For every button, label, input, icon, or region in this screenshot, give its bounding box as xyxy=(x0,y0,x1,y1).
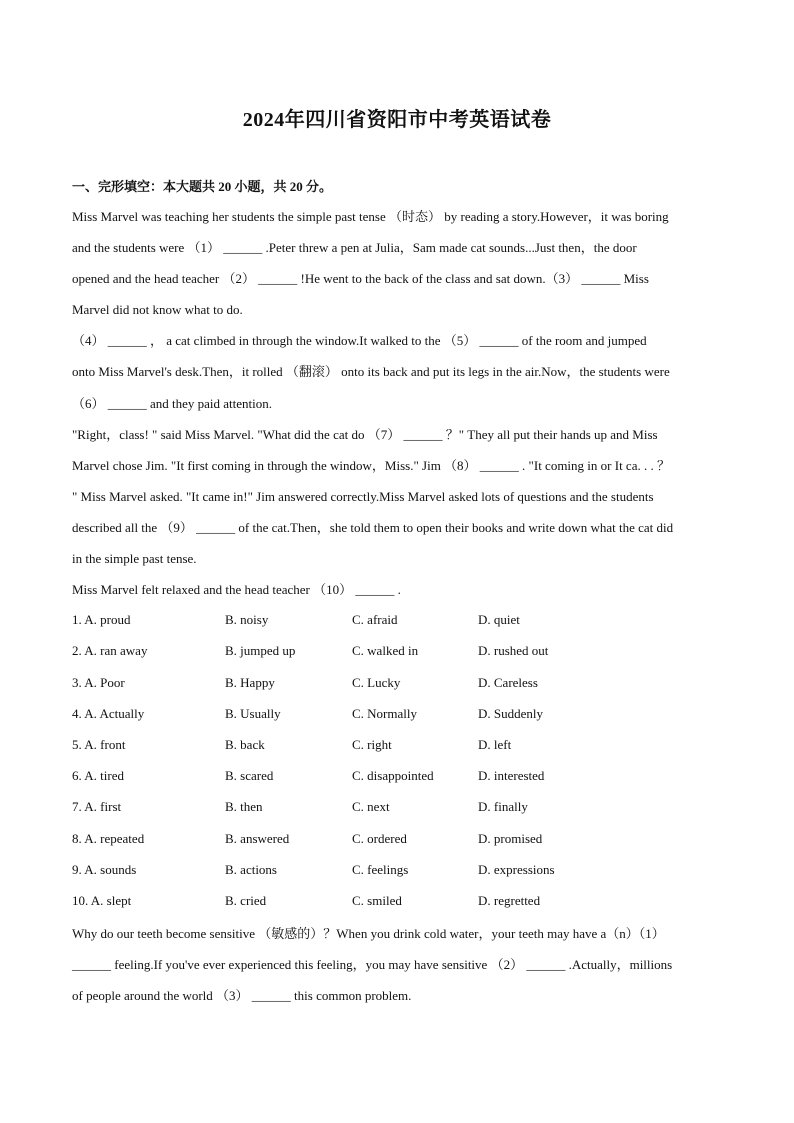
option-b: B. jumped up xyxy=(225,643,296,658)
passage-line: of people around the world （3） ______ this common problem. xyxy=(72,988,412,1004)
option-c: C. walked in xyxy=(352,643,419,658)
option-b: B. Happy xyxy=(225,675,275,690)
option-c: C. afraid xyxy=(352,612,398,627)
option-d: D. Careless xyxy=(478,675,538,690)
section-heading: 一、完形填空：本大题共 20 小题，共 20 分。 xyxy=(72,179,333,194)
option-a: 6. A. tired xyxy=(72,768,124,783)
passage-line: Miss Marvel felt relaxed and the head teacher （10） ______ . xyxy=(72,582,401,598)
option-row xyxy=(72,612,724,632)
option-d: D. Suddenly xyxy=(478,706,543,721)
option-row xyxy=(72,799,724,819)
passage-line: and the students were （1） ______ .Peter threw a pen at Julia，Sam made cat sounds...Just then，the door xyxy=(72,240,637,256)
option-a: 10. A. slept xyxy=(72,893,132,908)
option-b: B. noisy xyxy=(225,612,269,627)
option-d: D. regretted xyxy=(478,893,541,908)
option-row xyxy=(72,831,724,851)
option-d: D. rushed out xyxy=(478,643,549,658)
passage-line: " Miss Marvel asked. "It came in!" Jim answered correctly.Miss Marvel asked lots of questions and the students xyxy=(72,488,654,504)
option-c: C. right xyxy=(352,737,392,752)
option-b: B. scared xyxy=(225,768,274,783)
passage-line: Miss Marvel was teaching her students the simple past tense （时态） by reading a story.However，it was boring xyxy=(72,209,669,224)
option-c: C. disappointed xyxy=(352,768,434,783)
option-d: D. finally xyxy=(478,799,528,814)
option-b: B. answered xyxy=(225,831,290,846)
option-b: B. Usually xyxy=(225,706,281,721)
option-row xyxy=(72,862,724,882)
option-row xyxy=(72,643,724,663)
option-a: 3. A. Poor xyxy=(72,675,125,690)
passage-line: Marvel did not know what to do. xyxy=(72,302,243,318)
option-a: 4. A. Actually xyxy=(72,706,145,721)
option-row xyxy=(72,893,724,913)
option-row xyxy=(72,675,724,695)
passage-line: "Right，class! " said Miss Marvel. "What did the cat do （7） ______ ？" They all put their hands up and Miss xyxy=(72,426,658,442)
passage-line: described all the （9） ______ of the cat.Then，she told them to open their books and write down what the cat did xyxy=(72,519,674,535)
passage-cloze-1 xyxy=(72,201,724,605)
option-c: C. next xyxy=(352,799,390,814)
option-row xyxy=(72,706,724,726)
passage-line: opened and the head teacher （2） ______ !He went to the back of the class and sat down.（3） ______ Miss xyxy=(72,271,649,287)
option-a: 9. A. sounds xyxy=(72,862,137,877)
option-b: B. then xyxy=(225,799,263,814)
passage-line: onto Miss Marvel's desk.Then，it rolled （翻滚） onto its back and put its legs in the air.Now，the students were xyxy=(72,364,670,380)
option-a: 1. A. proud xyxy=(72,612,131,627)
option-a: 8. A. repeated xyxy=(72,831,145,846)
option-c: C. feelings xyxy=(352,862,409,877)
option-b: B. actions xyxy=(225,862,277,877)
option-b: B. cried xyxy=(225,893,267,908)
option-d: D. quiet xyxy=(478,612,520,627)
option-c: C. Normally xyxy=(352,706,417,721)
option-d: D. promised xyxy=(478,831,543,846)
passage-cloze-2 xyxy=(72,918,724,1011)
option-c: C. ordered xyxy=(352,831,407,846)
passage-line: Marvel chose Jim. "It first coming in through the window，Miss." Jim （8） ______ . "It coming in or It ca. . . ？ xyxy=(72,457,670,473)
option-c: C. Lucky xyxy=(352,675,401,690)
passage-line: Why do our teeth become sensitive （敏感的）？When you drink cold water，your teeth may have a（n）（1） xyxy=(72,926,665,941)
option-row xyxy=(72,768,724,788)
exam-title: 2024年四川省资阳市中考英语试卷 xyxy=(242,109,552,131)
option-b: B. back xyxy=(225,737,265,752)
option-row xyxy=(72,737,724,757)
option-d: D. interested xyxy=(478,768,545,783)
passage-line: ______ feeling.If you've ever experienced this feeling，you may have sensitive （2） ______ .Actually，millions xyxy=(72,957,673,973)
option-d: D. left xyxy=(478,737,512,752)
option-a: 5. A. front xyxy=(72,737,126,752)
option-a: 2. A. ran away xyxy=(72,643,148,658)
passage-line: in the simple past tense. xyxy=(72,551,197,567)
passage-line: （6） ______ and they paid attention. xyxy=(72,395,273,411)
option-c: C. smiled xyxy=(352,893,402,908)
option-d: D. expressions xyxy=(478,862,555,877)
option-a: 7. A. first xyxy=(72,799,122,814)
passage-line: （4） ______ ， a cat climbed in through the window.It walked to the （5） ______ of the room and jumped xyxy=(72,333,647,349)
